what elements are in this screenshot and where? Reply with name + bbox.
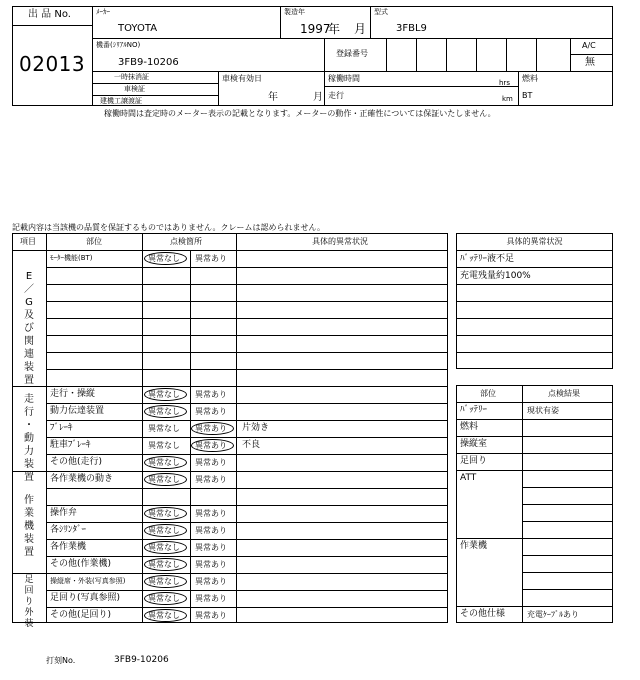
check-mark-circle bbox=[191, 439, 234, 452]
stamp-label: 打刻No. bbox=[46, 656, 76, 665]
check-normal: 異常なし bbox=[148, 390, 180, 399]
check-normal: 異常なし bbox=[148, 424, 180, 433]
check-abnormal: 異常あり bbox=[195, 390, 227, 399]
check-abnormal: 異常あり bbox=[195, 254, 227, 263]
lot-number: 02013 bbox=[19, 52, 86, 76]
check-mark-circle bbox=[144, 405, 187, 418]
inspection-month-unit: 月 bbox=[313, 92, 323, 103]
serial-label: 機番(ｼﾘｱﾙNO) bbox=[96, 41, 141, 49]
hours-unit: hrs bbox=[499, 79, 510, 87]
part-label: 操作弁 bbox=[50, 508, 78, 518]
group-label-drive: 走 行 ・ 動 力 装 置 bbox=[24, 394, 34, 483]
part-label: 動力伝達装置 bbox=[50, 406, 105, 416]
results-part: 燃料 bbox=[460, 422, 479, 432]
check-normal: 異常なし bbox=[148, 611, 180, 620]
part-label: 足回り(写真参照) bbox=[50, 593, 121, 603]
results-part: 足回り bbox=[460, 456, 488, 466]
results-part-header: 部位 bbox=[480, 389, 496, 398]
group-label-undercarriage: 足 回 り 外 装 bbox=[24, 575, 34, 629]
fuel-label: 燃料 bbox=[522, 74, 538, 83]
results-part: その他仕様 bbox=[460, 609, 506, 619]
check-normal: 異常なし bbox=[148, 407, 180, 416]
inspection-year-unit: 年 bbox=[268, 92, 278, 103]
travel-label: 走行 bbox=[328, 91, 344, 100]
part-label: 駐車ﾌﾞﾚｰｷ bbox=[50, 440, 91, 450]
check-normal: 異常なし bbox=[148, 594, 180, 603]
serial-value: 3FB9-10206 bbox=[118, 57, 179, 68]
part-label: 走行・操縦 bbox=[50, 389, 96, 399]
part-label: その他(足回り) bbox=[50, 610, 112, 620]
check-abnormal: 異常あり bbox=[195, 475, 227, 484]
results-part: ATT bbox=[460, 473, 477, 483]
results-result-header: 点検結果 bbox=[548, 389, 580, 398]
check-normal: 異常なし bbox=[148, 560, 180, 569]
model-value: 3FBL9 bbox=[396, 23, 427, 34]
part-label: 各作業機 bbox=[50, 542, 87, 552]
col-item-header: 項目 bbox=[20, 237, 36, 246]
part-label: その他(走行) bbox=[50, 457, 103, 467]
col-detail-header: 具体的異常状況 bbox=[312, 237, 368, 246]
ac-label: A/C bbox=[582, 41, 596, 50]
check-mark-circle bbox=[144, 388, 187, 401]
check-normal: 異常なし bbox=[148, 509, 180, 518]
check-normal: 異常なし bbox=[148, 526, 180, 535]
detail-text: 不良 bbox=[242, 440, 261, 450]
maker-label: ﾒｰｶｰ bbox=[96, 8, 110, 16]
ac-value: 無 bbox=[585, 57, 595, 68]
check-normal: 異常なし bbox=[148, 458, 180, 467]
part-label: 操縦席・外装(写真参照) bbox=[50, 577, 126, 585]
check-abnormal: 異常あり bbox=[195, 424, 227, 433]
results-value: 現状有姿 bbox=[527, 406, 559, 415]
check-abnormal: 異常あり bbox=[195, 611, 227, 620]
maker-value: TOYOTA bbox=[118, 23, 158, 34]
right-detail-line-2: 充電残量約100% bbox=[460, 271, 531, 281]
temp-permit-label: 一時抹消証 bbox=[114, 73, 149, 81]
disclaimer: 記載内容は当該機の品質を保証するものではありません。クレームは認められません。 bbox=[12, 223, 325, 232]
travel-unit: km bbox=[502, 95, 513, 103]
check-normal: 異常なし bbox=[148, 254, 180, 263]
group-label-engine: E ／ G 及 び 関 連 装 置 bbox=[24, 271, 34, 386]
month-unit: 月 bbox=[354, 22, 367, 36]
check-mark-circle bbox=[144, 558, 187, 571]
check-mark-circle bbox=[144, 473, 187, 486]
part-label: ﾓｰﾀｰ機能(BT) bbox=[50, 254, 93, 262]
check-abnormal: 異常あり bbox=[195, 407, 227, 416]
check-abnormal: 異常あり bbox=[195, 458, 227, 467]
check-abnormal: 異常あり bbox=[195, 543, 227, 552]
right-detail-header: 具体的異常状況 bbox=[506, 237, 563, 246]
results-part: 作業機 bbox=[460, 541, 488, 551]
fuel-value: BT bbox=[522, 91, 533, 100]
year-label: 製造年 bbox=[284, 8, 305, 16]
check-mark-circle bbox=[144, 575, 187, 588]
results-value: 充電ｹｰﾌﾞﾙあり bbox=[527, 610, 579, 619]
check-abnormal: 異常あり bbox=[195, 577, 227, 586]
check-abnormal: 異常あり bbox=[195, 509, 227, 518]
check-normal: 異常なし bbox=[148, 441, 180, 450]
check-abnormal: 異常あり bbox=[195, 560, 227, 569]
lot-label: 出 品 No. bbox=[28, 9, 71, 20]
check-normal: 異常なし bbox=[148, 475, 180, 484]
stamp-value: 3FB9-10206 bbox=[114, 655, 169, 665]
part-label: 各ｼﾘﾝﾀﾞｰ bbox=[50, 525, 87, 535]
check-mark-circle bbox=[144, 456, 187, 469]
part-label: 各作業機の動き bbox=[50, 474, 114, 484]
results-part: 操縦室 bbox=[460, 439, 488, 449]
hours-label: 稼働時間 bbox=[328, 74, 360, 83]
col-part-header: 部位 bbox=[86, 237, 102, 246]
check-abnormal: 異常あり bbox=[195, 594, 227, 603]
construction-cert-label: 建機工譲渡証 bbox=[100, 97, 142, 105]
check-mark-circle bbox=[191, 422, 234, 435]
check-mark-circle bbox=[144, 541, 187, 554]
col-check-header: 点検箇所 bbox=[170, 237, 202, 246]
check-mark-circle bbox=[144, 524, 187, 537]
right-detail-line-1: ﾊﾞｯﾃﾘｰ液不足 bbox=[460, 254, 515, 264]
check-abnormal: 異常あり bbox=[195, 441, 227, 450]
part-label: その他(作業機) bbox=[50, 559, 112, 569]
year-value: 1997 bbox=[300, 22, 331, 36]
check-normal: 異常なし bbox=[148, 577, 180, 586]
detail-text: 片効き bbox=[242, 423, 270, 433]
year-unit: 年 bbox=[328, 22, 341, 36]
part-label: ﾌﾞﾚｰｷ bbox=[50, 423, 73, 433]
vehicle-cert-label: 車検証 bbox=[124, 85, 145, 93]
inspection-label: 車検有効日 bbox=[222, 74, 262, 83]
group-label-work: 作 業 機 装 置 bbox=[24, 495, 34, 558]
check-normal: 異常なし bbox=[148, 543, 180, 552]
check-mark-circle bbox=[144, 252, 187, 265]
model-label: 型式 bbox=[374, 8, 388, 16]
meter-note: 稼働時間は査定時のメーター表示の記載となります。メーターの動作・正確性については保証いたしません。 bbox=[104, 109, 496, 118]
check-mark-circle bbox=[144, 609, 187, 622]
check-abnormal: 異常あり bbox=[195, 526, 227, 535]
results-part: ﾊﾞｯﾃﾘｰ bbox=[460, 405, 488, 415]
check-mark-circle bbox=[144, 592, 187, 605]
registration-label: 登録番号 bbox=[336, 49, 368, 58]
check-mark-circle bbox=[144, 507, 187, 520]
